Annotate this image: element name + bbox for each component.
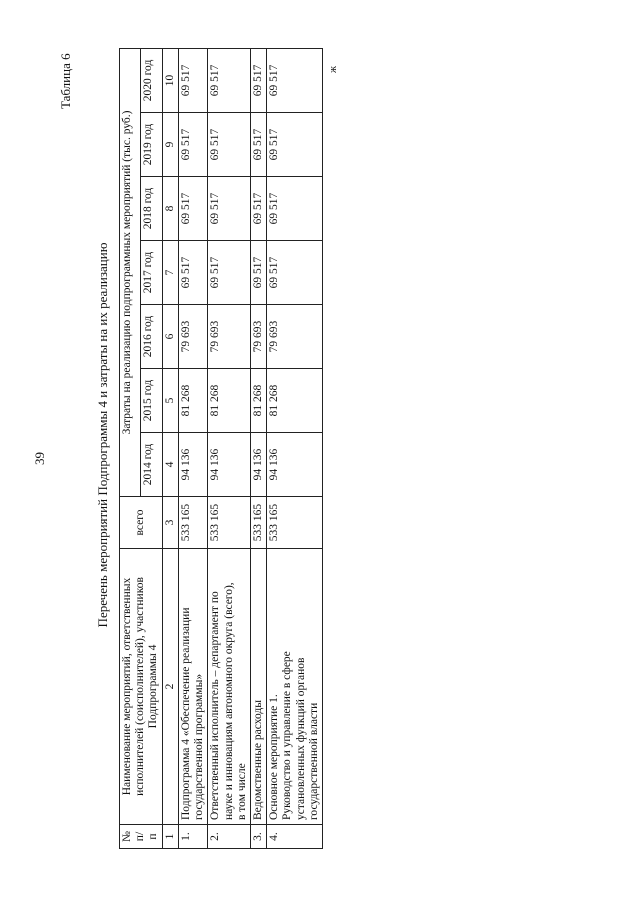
row-value: 69 517: [250, 48, 266, 112]
column-number: 7: [162, 241, 178, 305]
row-value: 69 517: [178, 177, 207, 241]
row-value: 79 693: [208, 305, 251, 369]
row-value: 69 517: [267, 177, 323, 241]
row-value: 69 517: [208, 241, 251, 305]
row-number: 3.: [250, 825, 266, 849]
row-value: 69 517: [178, 241, 207, 305]
row-value: 69 517: [178, 113, 207, 177]
table-row: [267, 48, 323, 848]
column-number: 3: [162, 497, 178, 549]
row-value: 533 165: [250, 497, 266, 549]
table-row: [208, 48, 251, 848]
corner-mark: ж: [328, 66, 339, 73]
row-number: 4.: [267, 825, 323, 849]
row-value: 69 517: [250, 177, 266, 241]
row-value: 94 136: [250, 433, 266, 497]
row-value: 69 517: [208, 177, 251, 241]
header-year: 2020 год: [141, 48, 162, 112]
column-number: 10: [162, 48, 178, 112]
column-number: 2: [162, 549, 178, 825]
column-number: 4: [162, 433, 178, 497]
page-number: 39: [32, 452, 47, 465]
budget-table: [119, 48, 323, 849]
header-name-cell: Наименование мероприятий, ответственных исполнителей (соисполнителей), участников Подпрограммы 4: [120, 549, 163, 825]
header-costs-group: Затраты на реализацию подпрограммных мероприятий (тыс. руб.): [120, 48, 141, 496]
row-value: 69 517: [250, 241, 266, 305]
row-value: 69 517: [267, 113, 323, 177]
row-value: 69 517: [208, 113, 251, 177]
table-row: [178, 48, 207, 848]
row-value: 81 268: [178, 369, 207, 433]
row-value: 79 693: [267, 305, 323, 369]
column-number: 6: [162, 305, 178, 369]
row-name: Подпрограмма 4 «Обеспечение реализации государственной программы»: [178, 549, 207, 825]
column-number: 9: [162, 113, 178, 177]
row-number: 1.: [178, 825, 207, 849]
row-value: 533 165: [267, 497, 323, 549]
table-row: [250, 48, 266, 848]
row-value: 69 517: [267, 241, 323, 305]
row-value: 94 136: [208, 433, 251, 497]
row-value: 79 693: [178, 305, 207, 369]
header-year: 2017 год: [141, 241, 162, 305]
row-number: 2.: [208, 825, 251, 849]
row-value: 79 693: [250, 305, 266, 369]
row-value: 69 517: [250, 113, 266, 177]
header-row-group: [120, 48, 141, 848]
row-value: 69 517: [267, 48, 323, 112]
row-value: 69 517: [178, 48, 207, 112]
document-title: Перечень мероприятий Подпрограммы 4 и затраты на их реализацию: [95, 242, 110, 628]
header-number-cell: № п/п: [120, 825, 163, 849]
table-label: Таблица 6: [58, 53, 73, 109]
row-value: 81 268: [267, 369, 323, 433]
row-value: 94 136: [178, 433, 207, 497]
row-name: Ответственный исполнитель – департамент по науке и инновациям автономного округа (всего), в том числе: [208, 549, 251, 825]
column-number: 5: [162, 369, 178, 433]
row-value: 94 136: [267, 433, 323, 497]
header-total-cell: всего: [120, 497, 163, 549]
column-number: 8: [162, 177, 178, 241]
row-value: 81 268: [250, 369, 266, 433]
header-year: 2015 год: [141, 369, 162, 433]
column-number: 1: [162, 825, 178, 849]
header-year: 2014 год: [141, 433, 162, 497]
column-number-row: [162, 48, 178, 848]
row-name: Ведомственные расходы: [250, 549, 266, 825]
row-name: Основное мероприятие 1. Руководство и управление в сфере установленных функций органов государственной власти: [267, 549, 323, 825]
header-year: 2016 год: [141, 305, 162, 369]
row-value: 533 165: [208, 497, 251, 549]
row-value: 69 517: [208, 48, 251, 112]
header-year: 2018 год: [141, 177, 162, 241]
row-value: 81 268: [208, 369, 251, 433]
header-year: 2019 год: [141, 113, 162, 177]
row-value: 533 165: [178, 497, 207, 549]
